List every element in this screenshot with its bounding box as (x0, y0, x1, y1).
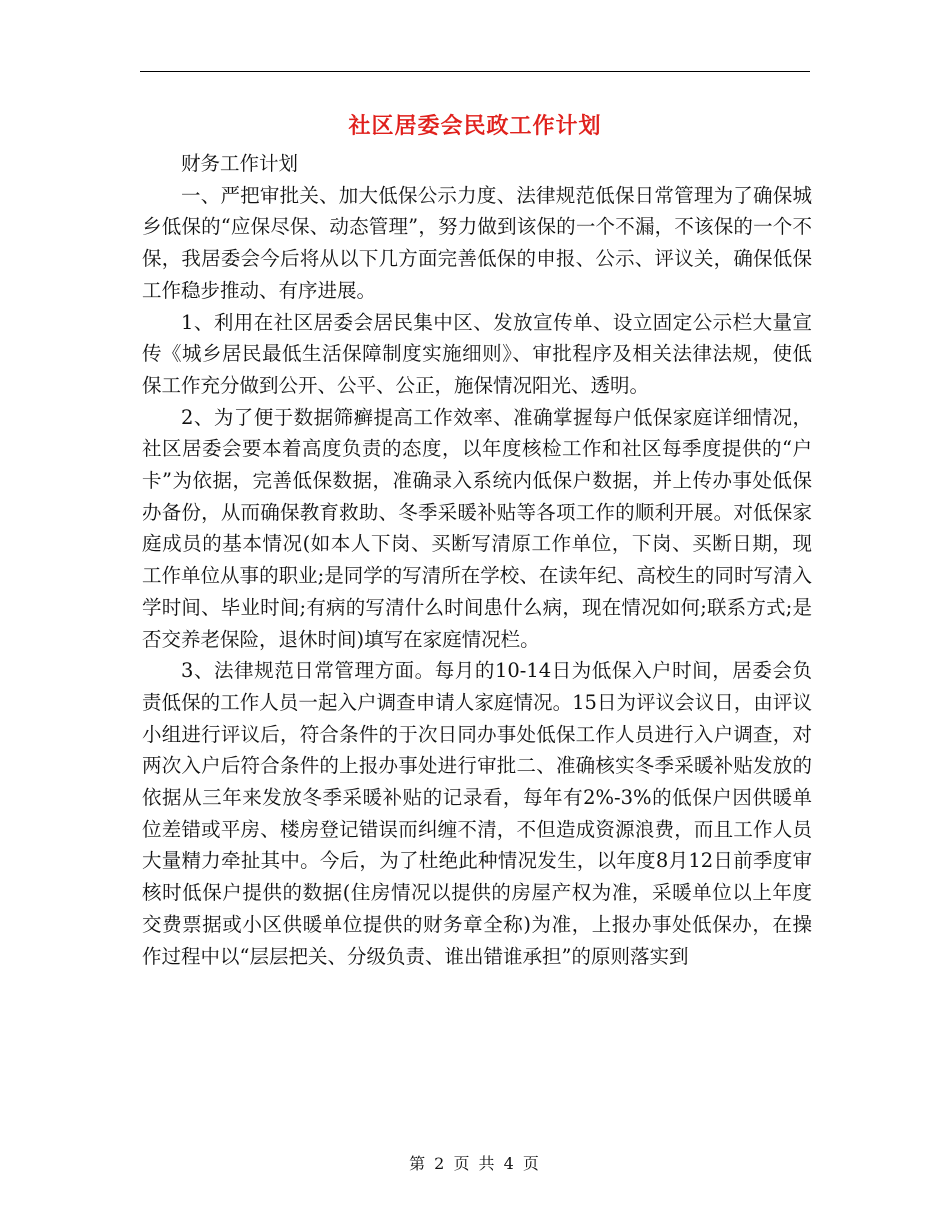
section-heading: 财务工作计划 (181, 152, 299, 175)
page-number: 第 2 页 共 4 页 (409, 1154, 541, 1173)
document-title: 社区居委会民政工作计划 (348, 113, 602, 139)
paragraph: 1、利用在社区居委会居民集中区、发放宣传单、设立固定公示栏大量宣传《城乡居民最低生活保障制度实施细则》、审批程序及相关法律法规，使低保工作充分做到公开、公平、公正，施保情况阳光、透明。 (142, 310, 812, 397)
paragraph: 3、法律规范日常管理方面。每月的10-14日为低保入户时间，居委会负责低保的工作人员一起入户调查申请人家庭情况。15日为评议会议日，由评议小组进行评议后，符合条件的于次日同办事处低保工作人员进行入户调查，对两次入户后符合条件的上报办事处进行审批二、准确核实冬季采暖补贴发放的依据从三年来发放冬季采暖补贴的记录看，每年有2%-3%的低保户因供暖单位差错或平房、楼房登记错误而纠缠不清，不但造成资源浪费，而且工作人员大量精力牵扯其中。今后，为了杜绝此种情况发生，以年度8月12日前季度审核时低保户提供的数据(住房情况以提供的房屋产权为准，采暖单位以上年度交费票据或小区供暖单位提供的财务章全称)为准，上报办事处低保办，在操作过程中以“层层把关、分级负责、谁出错谁承担”的原则落实到 (142, 659, 812, 968)
document-body (142, 148, 812, 972)
paragraph: 2、为了便于数据筛癣提高工作效率、准确掌握每户低保家庭详细情况，社区居委会要本着高度负责的态度，以年度核检工作和社区每季度提供的“户卡”为依据，完善低保数据，准确录入系统内低保户数据，并上传办事处低保办备份，从而确保教育救助、冬季采暖补贴等各项工作的顺利开展。对低保家庭成员的基本情况(如本人下岗、买断写清原工作单位，下岗、买断日期，现工作单位从事的职业;是同学的写清所在学校、在读年纪、高校生的同时写清入学时间、毕业时间;有病的写清什么时间患什么病，现在情况如何;联系方式;是否交养老保险，退休时间)填写在家庭情况栏。 (142, 405, 812, 651)
header-rule (140, 71, 810, 72)
paragraph: 一、严把审批关、加大低保公示力度、法律规范低保日常管理为了确保城乡低保的“应保尽保、动态管理”，努力做到该保的一个不漏，不该保的一个不保，我居委会今后将从以下几方面完善低保的申报、公示、评议关，确保低保工作稳步推动、有序进展。 (142, 183, 812, 302)
